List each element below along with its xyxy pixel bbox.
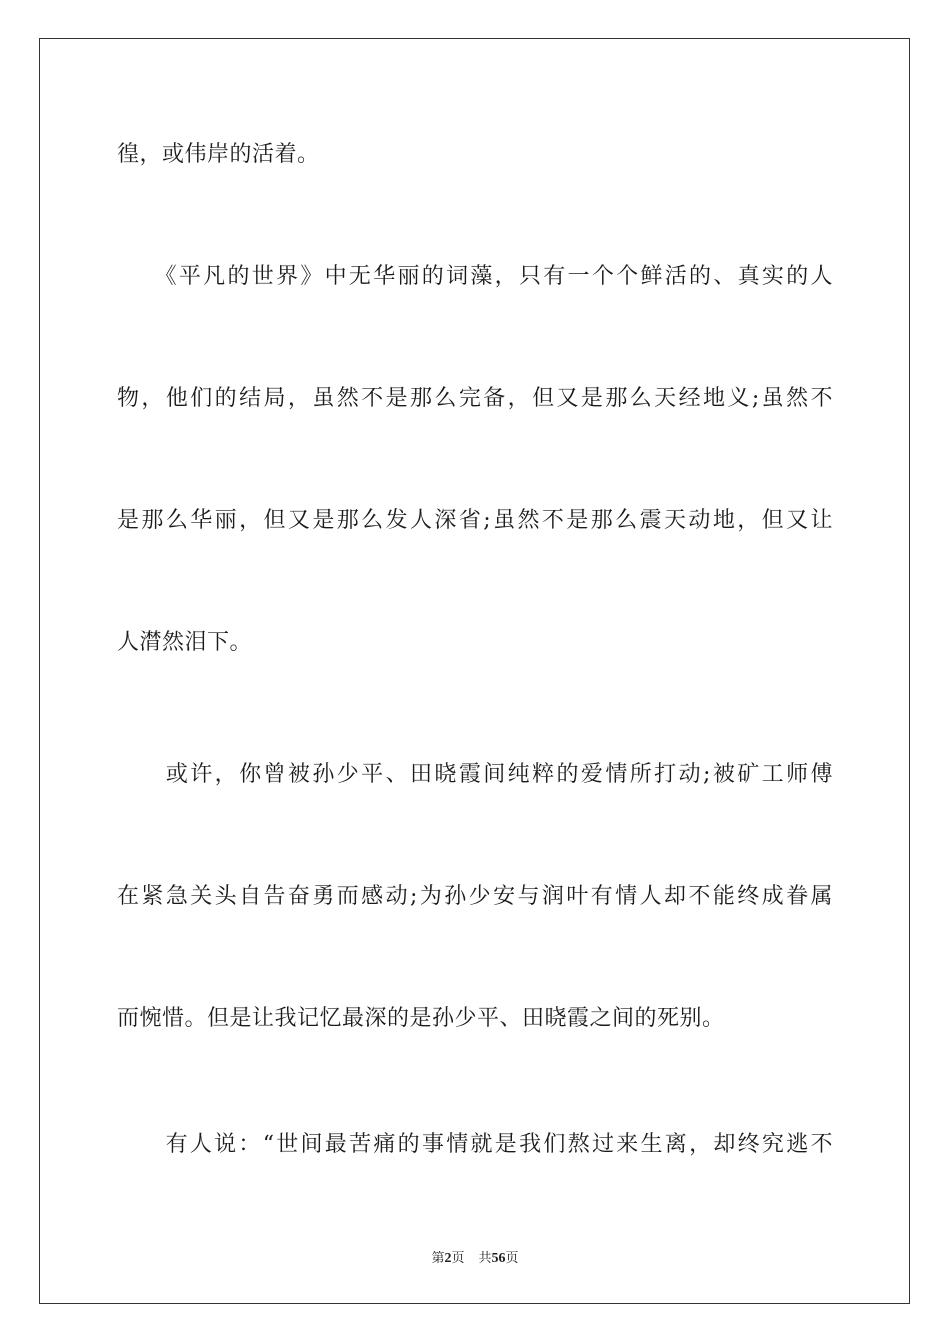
text-line-3: 物，他们的结局，虽然不是那么完备，但又是那么天经地义;虽然不 [117, 386, 833, 411]
page-frame [39, 38, 910, 1304]
text-line-4: 是那么华丽，但又是那么发人深省;虽然不是那么震天动地，但又让 [117, 508, 833, 533]
footer-page-prefix: 第 [431, 1251, 445, 1266]
text-line-2: 《平凡的世界》中无华丽的词藻，只有一个个鲜活的、真实的人 [117, 264, 833, 289]
text-line-6: 或许，你曾被孙少平、田晓霞间纯粹的爱情所打动;被矿工师傅 [117, 762, 833, 787]
text-line-5: 人潸然泪下。 [117, 630, 253, 655]
footer-total-number: 56 [491, 1251, 506, 1266]
footer-total-prefix: 共 [478, 1251, 492, 1266]
footer-page-number: 2 [444, 1251, 452, 1266]
footer-total-suffix: 页 [505, 1251, 519, 1266]
text-line-7: 在紧急关头自告奋勇而感动;为孙少安与润叶有情人却不能终成眷属 [117, 884, 833, 909]
text-line-9: 有人说：“世间最苦痛的事情就是我们熬过来生离，却终究逃不 [117, 1132, 833, 1157]
text-line-8: 而惋惜。但是让我记忆最深的是孙少平、田晓霞之间的死别。 [117, 1006, 725, 1031]
footer-page-suffix: 页 [451, 1251, 465, 1266]
text-line-1: 徨，或伟岸的活着。 [117, 142, 320, 167]
page-footer [0, 1247, 950, 1267]
